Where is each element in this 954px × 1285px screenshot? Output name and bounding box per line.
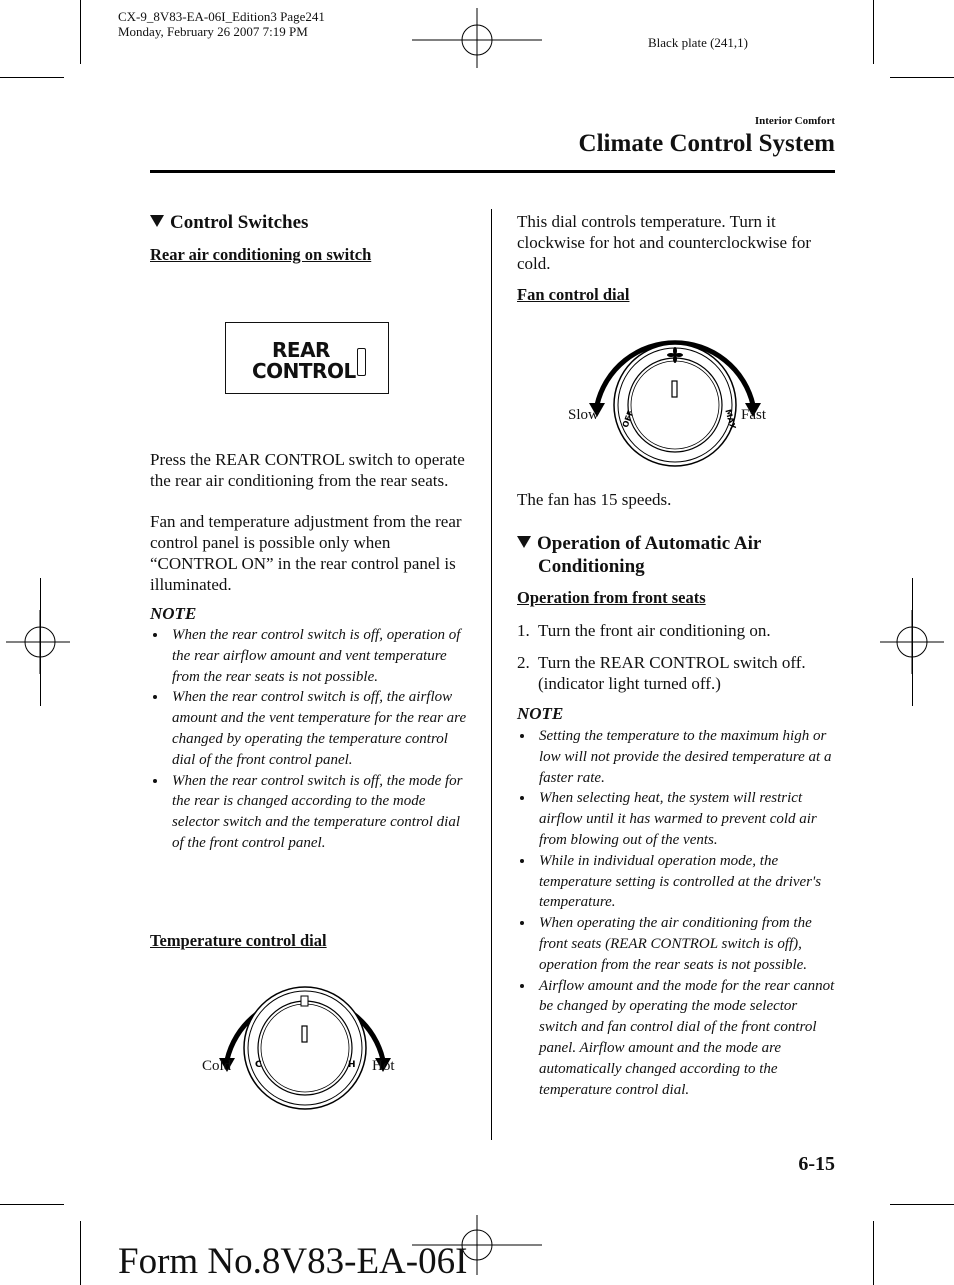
bullet-icon xyxy=(153,695,157,699)
heading-text: Control Switches xyxy=(170,212,309,233)
bullet-icon xyxy=(520,796,524,800)
header-rule xyxy=(150,170,835,173)
note-item: When the rear control switch is off, the airflow amount and the vent temperature for the rear are changed by operating the temperature control dial of the front control panel. xyxy=(150,687,470,770)
subhead-fan-dial: Fan control dial xyxy=(517,285,630,304)
bullet-icon xyxy=(153,779,157,783)
fan-dial-illustration xyxy=(585,325,765,473)
crop-mark xyxy=(0,1204,64,1205)
note-list-left xyxy=(150,625,470,854)
section-heading-automatic-ac xyxy=(517,532,827,578)
heading-line1: Operation of Automatic Air xyxy=(517,532,827,555)
crop-mark xyxy=(890,1204,954,1205)
bullet-icon xyxy=(520,859,524,863)
crop-mark xyxy=(80,0,81,64)
note-heading: NOTE xyxy=(517,704,564,723)
note-item: When the rear control switch is off, the mode for the rear is changed according to the mode selector switch and the temperature control dial of the front control panel. xyxy=(150,771,470,854)
step-item: 1. Turn the front air conditioning on. xyxy=(517,621,771,640)
note-heading: NOTE xyxy=(150,604,197,623)
print-header-date: Monday, February 26 2007 7:19 PM xyxy=(118,24,308,39)
paragraph-fan-temp-adjustment: Fan and temperature adjustment from the rear control panel is possible only when “CONTROL ON” in the rear control panel is illuminated. xyxy=(150,512,462,594)
paragraph-press-rear-control: Press the REAR CONTROL switch to operate the rear air conditioning from the rear seats. xyxy=(150,450,465,490)
bullet-icon xyxy=(153,633,157,637)
crop-mark xyxy=(0,77,64,78)
section-heading-control-switches xyxy=(150,211,308,234)
print-header-file: CX-9_8V83-EA-06I_Edition3 Page241 xyxy=(118,9,325,24)
section-category: Interior Comfort xyxy=(754,115,835,127)
dial-label-cold: Cold xyxy=(202,1058,232,1074)
registration-mark-top xyxy=(412,6,542,70)
dial-mark-off: OFF xyxy=(620,409,636,429)
heading-line2: Conditioning xyxy=(538,556,645,577)
paragraph-fan-speeds: The fan has 15 speeds. xyxy=(517,490,672,509)
page-number: 6-15 xyxy=(798,1153,835,1175)
triangle-bullet-icon xyxy=(150,215,164,227)
rear-control-switch-illustration xyxy=(225,322,389,394)
note-item: While in individual operation mode, the temperature setting is controlled at the driver's temperature. xyxy=(517,851,835,913)
dial-label-fast: Fast xyxy=(741,407,767,423)
dial-mark-max: MAX xyxy=(723,408,738,431)
bullet-icon xyxy=(520,921,524,925)
indicator-light-icon xyxy=(357,348,366,376)
registration-mark-right xyxy=(880,610,944,674)
dial-mark-h: H xyxy=(348,1060,356,1070)
step-item: 2. Turn the REAR CONTROL switch off. (indicator light turned off.) xyxy=(517,653,806,693)
note-item: When the rear control switch is off, operation of the rear airflow amount and vent temperature from the rear seats is not possible. xyxy=(150,625,470,687)
bullet-icon xyxy=(520,734,524,738)
crop-mark xyxy=(873,0,874,64)
registration-mark-left xyxy=(6,610,70,674)
bullet-icon xyxy=(520,984,524,988)
plate-label: Black plate (241,1) xyxy=(648,35,748,50)
dial-label-hot: Hot xyxy=(372,1058,395,1074)
subhead-temperature-dial: Temperature control dial xyxy=(150,931,327,950)
form-number: Form No.8V83-EA-06I xyxy=(118,1241,468,1282)
note-item: Setting the temperature to the maximum high or low will not provide the desired temperature at a faster rate. xyxy=(517,726,835,788)
subhead-rear-switch: Rear air conditioning on switch xyxy=(150,245,372,264)
column-divider xyxy=(491,209,492,1140)
page-title: Climate Control System xyxy=(578,130,835,157)
note-item: When operating the air conditioning from the front seats (REAR CONTROL switch is off), operation from the rear seats is not possible. xyxy=(517,913,835,975)
note-item: When selecting heat, the system will restrict airflow until it has warmed to prevent cold air from blowing out of the vents. xyxy=(517,788,835,850)
subhead-front-seats: Operation from front seats xyxy=(517,588,706,607)
rear-switch-label-line1: REAR xyxy=(272,338,330,362)
steps-list xyxy=(517,620,837,694)
triangle-bullet-icon xyxy=(517,536,531,548)
paragraph-temperature-dial: This dial controls temperature. Turn it clockwise for hot and counterclockwise for cold. xyxy=(517,212,812,273)
temperature-dial-illustration xyxy=(215,972,395,1117)
crop-mark xyxy=(890,77,954,78)
note-item: Airflow amount and the mode for the rear cannot be changed by operating the mode selector switch and fan control dial of the front control panel. Airflow amount and the mode are automatically changed according to the temperature control dial. xyxy=(517,976,835,1101)
note-list-right xyxy=(517,726,835,1100)
dial-label-slow: Slow xyxy=(568,407,599,423)
crop-mark xyxy=(80,1221,81,1285)
dial-mark-c: C xyxy=(255,1060,262,1070)
crop-mark xyxy=(873,1221,874,1285)
rear-switch-label-line2: CONTROL xyxy=(252,359,356,383)
print-header xyxy=(118,9,325,39)
